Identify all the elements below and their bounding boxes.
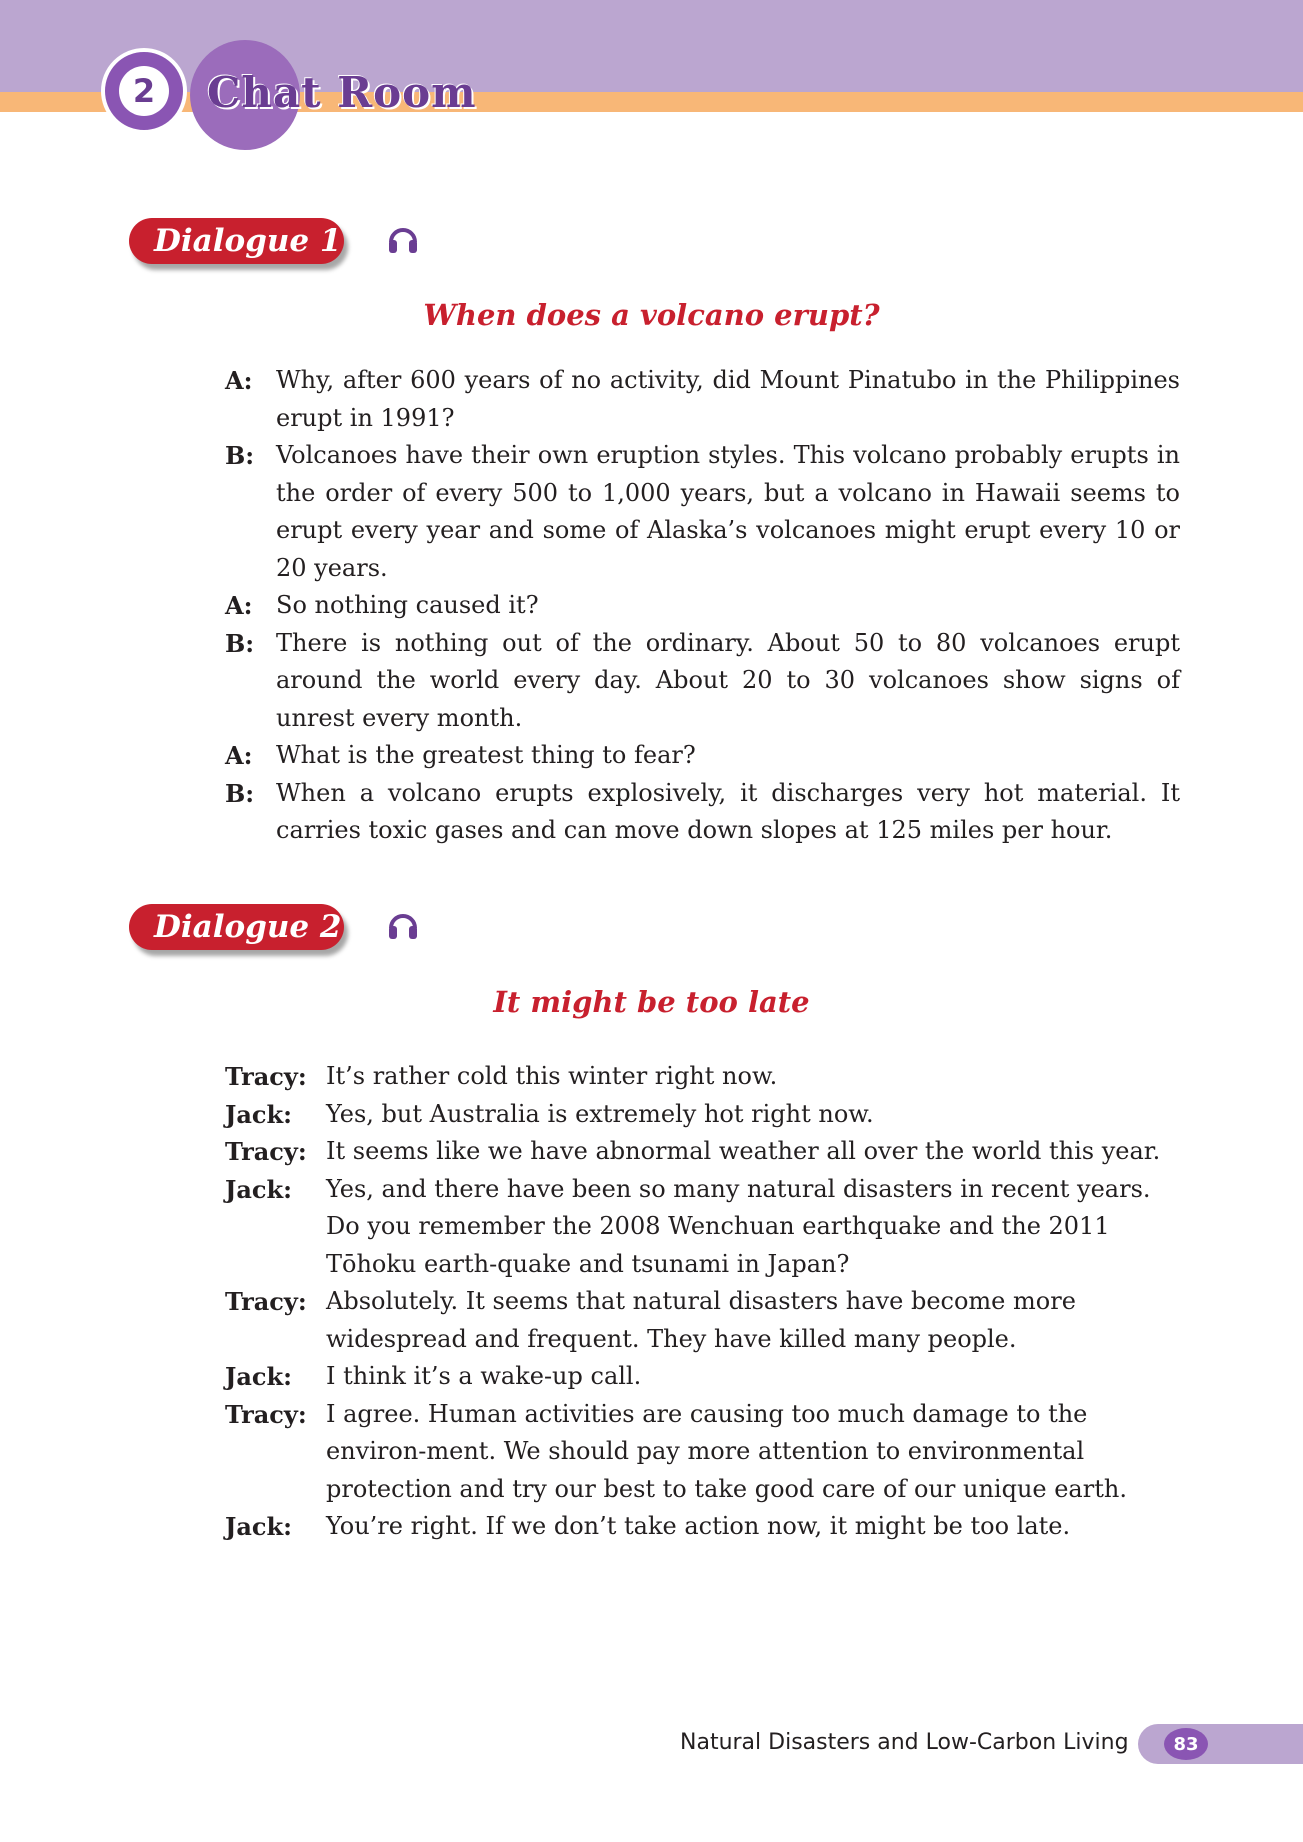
speaker-label: A: [225, 741, 253, 770]
speaker-label: Tracy: [225, 1287, 307, 1316]
dialogue-line [225, 737, 1180, 775]
line-text: It seems like we have abnormal weather all over the world this year. [326, 1137, 1161, 1165]
dialogue-2-title: It might be too late [493, 985, 810, 1019]
speaker-label: A: [225, 591, 253, 620]
line-text: You’re right. If we don’t take action now, it might be too late. [326, 1512, 1071, 1540]
speaker-label: Jack: [225, 1174, 293, 1204]
page-number: 83 [1164, 1728, 1208, 1760]
dialogue-line [225, 437, 1180, 587]
dialogue-line [225, 775, 1180, 850]
dialogue-line [225, 1096, 1180, 1134]
speaker-label: B: [225, 628, 255, 658]
dialogue-1-tag: Dialogue 1 [129, 218, 344, 264]
speaker-label: Tracy: [225, 1399, 307, 1429]
speaker-label: Jack: [225, 1512, 293, 1541]
dialogue-1-text [225, 362, 1180, 850]
line-text: I think it’s a wake-up call. [326, 1362, 642, 1390]
speaker-label: Tracy: [225, 1062, 307, 1091]
footer-purple-tab [1138, 1724, 1303, 1764]
dialogue-line [225, 1358, 1180, 1396]
dialogue-line [225, 1171, 1180, 1284]
line-text: Volcanoes have their own eruption styles. This volcano probably erupts in the order of every 500 to 1,000 years, but a volcano in Hawaii seems to erupt every year and some of Alaska’s volcanoes might erupt every 10 or 20 years. [276, 441, 1180, 582]
dialogue-line [225, 362, 1180, 437]
dialogue-line [225, 1133, 1180, 1171]
line-text: Absolutely. It seems that natural disasters have become more widespread and frequent. They have killed many people. [326, 1287, 1076, 1353]
speaker-label: Jack: [225, 1362, 293, 1391]
line-text: What is the greatest thing to fear? [276, 741, 696, 769]
speaker-label: A: [225, 366, 253, 395]
section-number: 2 [119, 66, 169, 116]
speaker-label: Tracy: [225, 1137, 307, 1166]
speaker-label: Jack: [225, 1099, 293, 1129]
line-text: Yes, and there have been so many natural disasters in recent years. Do you remember the 2008 Wenchuan earthquake and the 2011 Tōhoku earth-quake and tsunami in Japan? [326, 1174, 1151, 1278]
line-text: Yes, but Australia is extremely hot right now. [326, 1099, 874, 1128]
line-text: There is nothing out of the ordinary. About 50 to 80 volcanoes erupt around the world every day. About 20 to 30 volcanoes show signs of unrest every month. [276, 628, 1180, 732]
dialogue-line [225, 1058, 1180, 1096]
dialogue-2-tag: Dialogue 2 [129, 904, 344, 950]
dialogue-2-text [225, 1058, 1180, 1546]
dialogue-line [225, 625, 1180, 738]
headphones-icon[interactable] [386, 222, 420, 256]
section-title: Chat Room [207, 68, 477, 117]
line-text: So nothing caused it? [276, 591, 539, 619]
dialogue-line [225, 1396, 1180, 1509]
line-text: Why, after 600 years of no activity, did Mount Pinatubo in the Philippines erupt in 1991? [276, 366, 1180, 432]
line-text: It’s rather cold this winter right now. [326, 1062, 778, 1090]
line-text: When a volcano erupts explosively, it discharges very hot material. It carries toxic gases and can move down slopes at 125 miles per hour. [276, 778, 1180, 844]
dialogue-line [225, 1508, 1180, 1546]
speaker-label: B: [225, 778, 255, 808]
line-text: I agree. Human activities are causing too much damage to the environ-ment. We should pay more attention to environmental protection and try our best to take good care of our unique earth. [326, 1399, 1127, 1503]
dialogue-1-title: When does a volcano erupt? [423, 298, 880, 332]
section-number-badge [101, 48, 187, 134]
headphones-icon[interactable] [386, 908, 420, 942]
footer-book-title: Natural Disasters and Low-Carbon Living [680, 1730, 1129, 1755]
speaker-label: B: [225, 441, 255, 470]
dialogue-line [225, 1283, 1180, 1358]
dialogue-line [225, 587, 1180, 625]
